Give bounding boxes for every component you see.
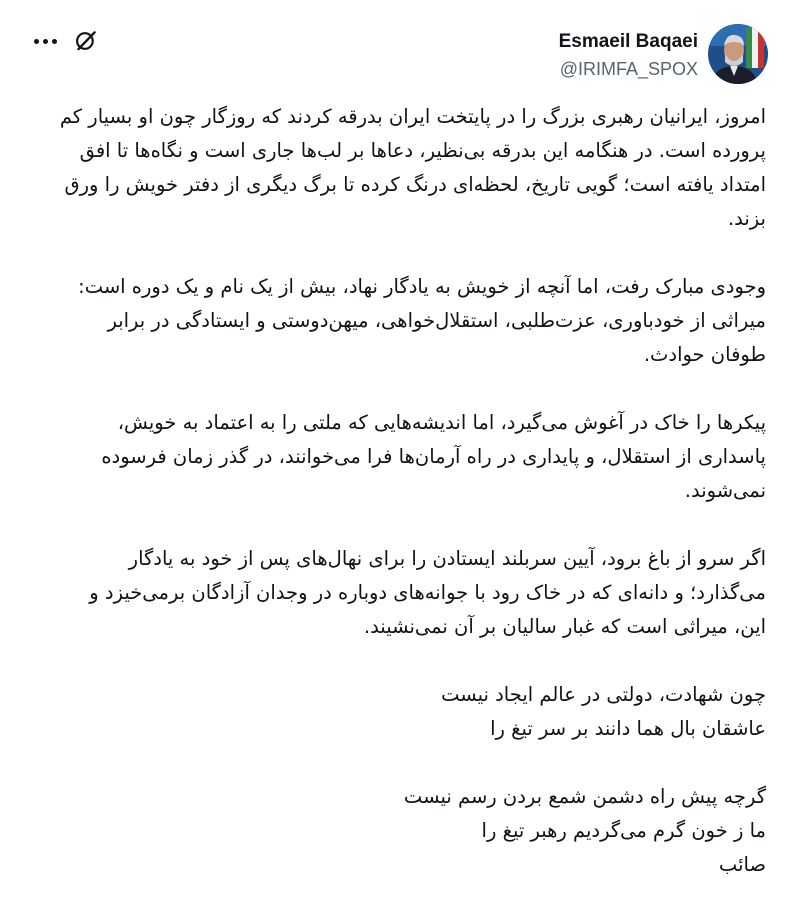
tweet-text-line: طوفان حوادث. xyxy=(643,343,766,366)
tweet-text-line: پرورده است. در هنگامه این بدرقه بی‌نظیر، دعاها بر لب‌ها جاری است و نگاه‌ها تا افق xyxy=(79,139,766,162)
tweet-text-line: می‌گذارد؛ و دانه‌ای که در خاک رود با جوانه‌های دوباره در وجدان آزادگان برمی‌خیزد و xyxy=(89,581,766,604)
tweet-paragraph xyxy=(32,270,766,372)
tweet-text-line: صائب xyxy=(718,853,766,876)
tweet-text-line: نمی‌شوند. xyxy=(684,479,766,502)
tweet-text-line: اگر سرو از باغ برود، آیین سربلند ایستادن را برای نهال‌های پس از خود به یادگار xyxy=(128,547,766,570)
tweet-text xyxy=(32,100,768,882)
tweet-text-line: وجودی مبارک رفت، اما آنچه از خویش به یادگار نهاد، بیش از یک نام و یک دوره است: xyxy=(78,275,766,298)
tweet-paragraph xyxy=(32,780,766,882)
author-handle[interactable]: @IRIMFA_SPOX xyxy=(559,59,698,79)
tweet-paragraph xyxy=(32,406,766,508)
tweet-text-line: پاسداری از استقلال، و پایداری در راه آرمان‌ها فرا می‌خوانند، در گذر زمان فرسوده xyxy=(101,445,766,468)
tweet-text-line: امتداد یافته است؛ گویی تاریخ، لحظه‌ای درنگ کرده تا برگ دیگری از دفتر خویش را ورق xyxy=(64,173,766,196)
author-display-name[interactable]: Esmaeil Baqaei xyxy=(558,31,698,52)
tweet-actions xyxy=(32,28,99,54)
tweet-paragraph xyxy=(32,100,766,236)
tweet-text-line: میراثی از خودباوری، عزت‌طلبی، استقلال‌خواهی، میهن‌دوستی و ایستادگی در برابر xyxy=(107,309,766,332)
tweet-header xyxy=(32,18,768,88)
tweet-text-line: عاشقان بال هما دانند بر سر تیغ را xyxy=(490,717,766,740)
tweet-paragraph xyxy=(32,542,766,644)
tweet-text-line: بزند. xyxy=(727,207,766,230)
author-names xyxy=(559,24,698,82)
tweet-text-line: ما ز خون گرم می‌گردیم رهبر تیغ را xyxy=(481,819,766,842)
tweet-text-line: پیکرها را خاک در آغوش می‌گیرد، اما اندیشه‌هایی که ملتی را به اعتماد به خویش، xyxy=(117,411,766,434)
avatar[interactable] xyxy=(708,24,768,84)
tweet-text-line: امروز، ایرانیان رهبری بزرگ را در پایتخت ایران بدرقه کردند که روزگار چون او بسیار کم xyxy=(59,105,766,128)
tweet-text-line: این، میراثی است که غبار سالیان بر آن نمی‌نشیند. xyxy=(363,615,766,638)
grok-icon[interactable] xyxy=(73,28,99,54)
author-info xyxy=(559,24,768,84)
tweet-paragraph xyxy=(32,678,766,746)
tweet-text-line: چون شهادت، دولتی در عالم ایجاد نیست xyxy=(441,683,766,706)
more-options-icon[interactable] xyxy=(32,29,59,53)
tweet-text-line: گرچه پیش راه دشمن شمع بردن رسم نیست xyxy=(403,785,766,808)
